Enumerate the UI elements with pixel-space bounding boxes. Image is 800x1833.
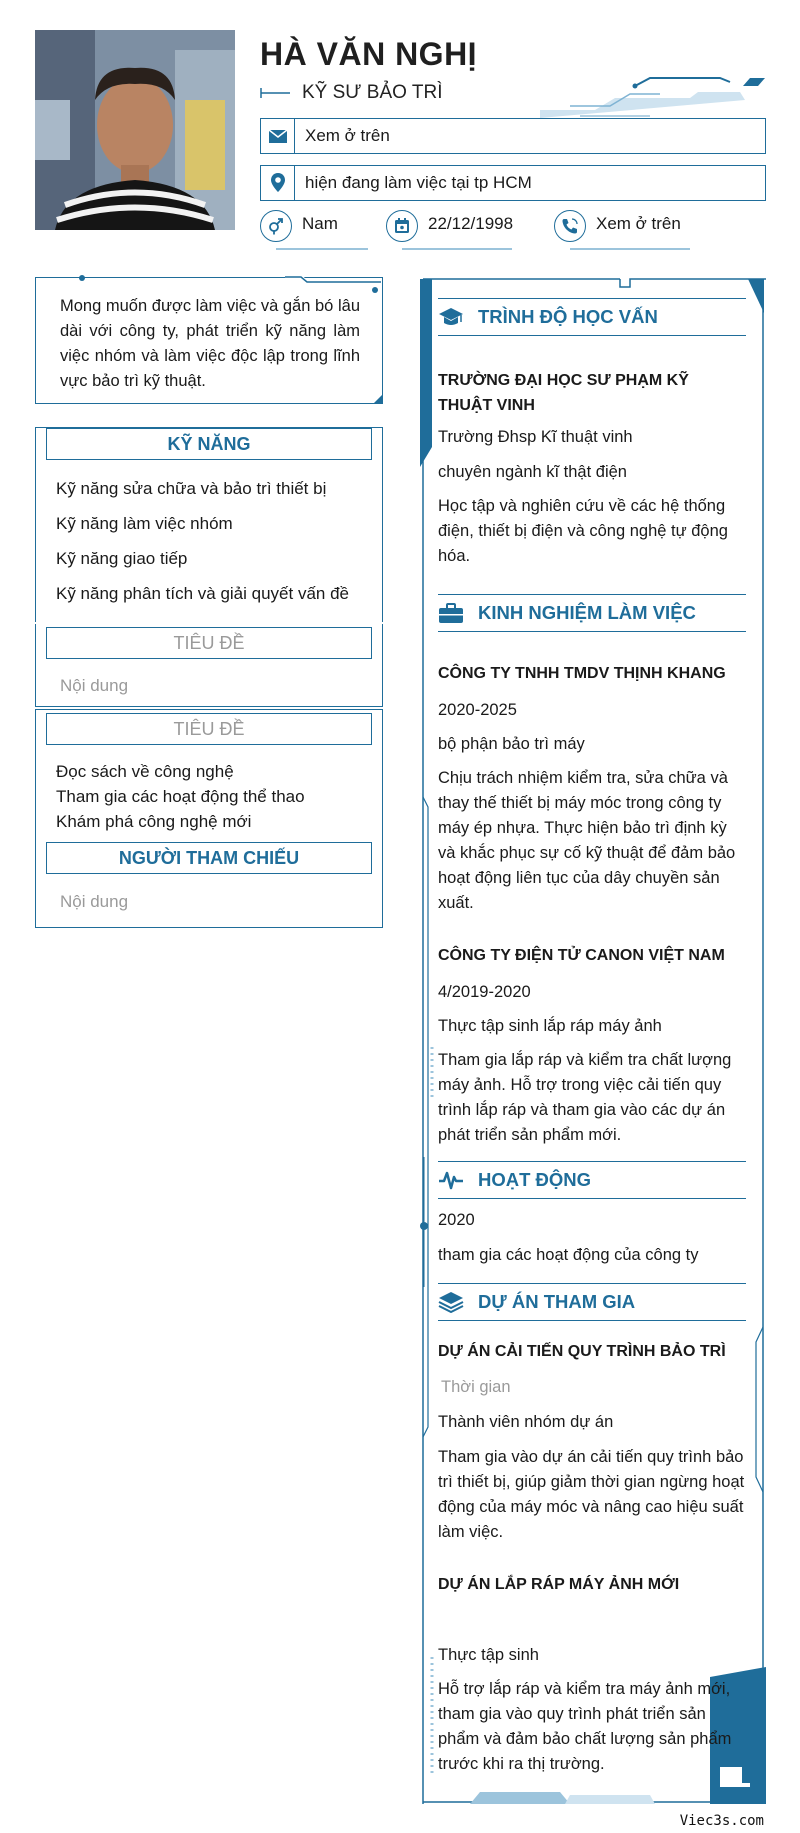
objective-decoration [35,272,385,412]
project-role: Thực tập sinh [438,1646,539,1664]
birthday-underline [402,248,512,250]
job-description: Chịu trách nhiệm kiểm tra, sửa chữa và thay thế thiết bị máy móc trong công ty máy ép nhựa. Thực hiện bảo trì định kỳ và khắc phục sự cố kỹ thuật để đảm bảo hoạt động liên tục của dây chuyền sản xuất. [438,769,736,912]
interest-item: Tham gia các hoạt động thể thao [56,787,305,806]
job-title-row [260,82,442,104]
job-company: CÔNG TY ĐIỆN TỬ CANON VIỆT NAM [438,947,725,964]
job-company: CÔNG TY TNHH TMDV THỊNH KHANG [438,665,726,682]
email-field[interactable] [260,118,766,154]
graduation-cap-icon [438,306,464,328]
education-title: TRÌNH ĐỘ HỌC VẤN [478,306,658,327]
education-major: chuyên ngành kĩ thật điện [438,463,627,481]
phone-icon [554,210,586,242]
pulse-icon [438,1169,464,1191]
custom-section-content: Nội dung [60,676,129,695]
skill-item: Kỹ năng giao tiếp [56,549,188,568]
job-title: KỸ SƯ BẢO TRÌ [302,82,443,103]
references-title: NGƯỜI THAM CHIẾU [46,842,372,874]
project-description: Tham gia vào dự án cải tiến quy trình bảo trì thiết bị, giúp giảm thời gian ngừng hoạt động của máy móc và nâng cao hiệu suất làm việc. [438,1448,745,1541]
interest-item: Khám phá công nghệ mới [56,812,252,831]
interest-item: Đọc sách về công nghệ [56,762,234,781]
project-time: Thời gian [441,1378,511,1396]
calendar-icon [386,210,418,242]
site-credit: Viec3s.com [679,1813,764,1829]
skill-item: Kỹ năng phân tích và giải quyết vấn đề [56,584,349,603]
header-decoration [540,70,770,120]
activities-header [438,1161,746,1199]
job-period: 2020-2025 [438,701,517,719]
projects-header [438,1283,746,1321]
phone-item [554,210,681,242]
education-header [438,298,746,336]
job-description: Tham gia lắp ráp và kiểm tra chất lượng máy ảnh. Hỗ trợ trong việc cải tiến quy trình lắp ráp và tham gia vào các dự án phát triển sản phẩm mới. [438,1051,732,1144]
activities-title: HOẠT ĐỘNG [478,1169,592,1190]
personal-info-row [258,210,778,256]
birthday-value: 22/12/1998 [428,214,514,233]
interests-title: TIÊU ĐỀ [46,713,372,745]
job-position: Thực tập sinh lắp ráp máy ảnh [438,1017,662,1035]
activity-description: tham gia các hoạt động của công ty [438,1246,699,1264]
education-school: TRƯỜNG ĐẠI HỌC SƯ PHẠM KỸ THUẬT VINH [438,372,689,414]
education-description: Học tập và nghiên cứu về các hệ thống điện, thiết bị điện và công nghệ tự động hóa. [438,497,728,565]
location-pin-icon [261,166,295,200]
experience-header [438,594,746,632]
gender-icon [260,210,292,242]
briefcase-icon [438,602,464,624]
custom-section-title: TIÊU ĐỀ [46,627,372,659]
address-field[interactable] [260,165,766,201]
project-name: DỰ ÁN LẮP RÁP MÁY ẢNH MỚI [438,1576,680,1593]
skills-section [35,427,383,622]
email-value: Xem ở trên [305,126,390,145]
profile-photo [35,30,235,230]
references-section [35,842,383,928]
objective-text: Mong muốn được làm việc và gắn bó lâu dài với công ty, phát triển kỹ năng làm việc nhóm và làm việc độc lập trong lĩnh vực bảo trì kỹ thuật. [60,297,360,390]
birthday-item [386,210,513,242]
title-line-icon [260,86,292,100]
phone-value: Xem ở trên [596,214,681,233]
skill-item: Kỹ năng sửa chữa và bảo trì thiết bị [56,479,327,498]
job-position: bộ phận bảo trì máy [438,735,585,753]
phone-underline [570,248,690,250]
job-period: 4/2019-2020 [438,983,531,1001]
education-school-name: Trường Đhsp Kĩ thuật vinh [438,428,633,446]
activity-year: 2020 [438,1211,475,1229]
skills-title: KỸ NĂNG [46,428,372,460]
project-description: Hỗ trợ lắp ráp và kiểm tra máy ảnh mới, tham gia vào quy trình phát triển sản phẩm và đảm bảo chất lượng sản phẩm trước khi ra thị trường. [438,1680,732,1773]
projects-title: DỰ ÁN THAM GIA [478,1291,636,1312]
project-name: DỰ ÁN CẢI TIẾN QUY TRÌNH BẢO TRÌ [438,1343,726,1360]
layers-icon [438,1291,464,1313]
gender-underline [276,248,368,250]
candidate-name: HÀ VĂN NGHỊ [260,36,478,72]
custom-section [35,624,383,707]
interests-section [35,709,383,842]
skill-item: Kỹ năng làm việc nhóm [56,514,233,533]
project-role: Thành viên nhóm dự án [438,1413,614,1431]
mail-icon [261,119,295,153]
references-content: Nội dung [60,892,129,911]
gender-item [260,210,338,242]
gender-value: Nam [302,214,338,233]
address-value: hiện đang làm việc tại tp HCM [305,173,532,192]
experience-title: KINH NGHIỆM LÀM VIỆC [478,602,696,623]
